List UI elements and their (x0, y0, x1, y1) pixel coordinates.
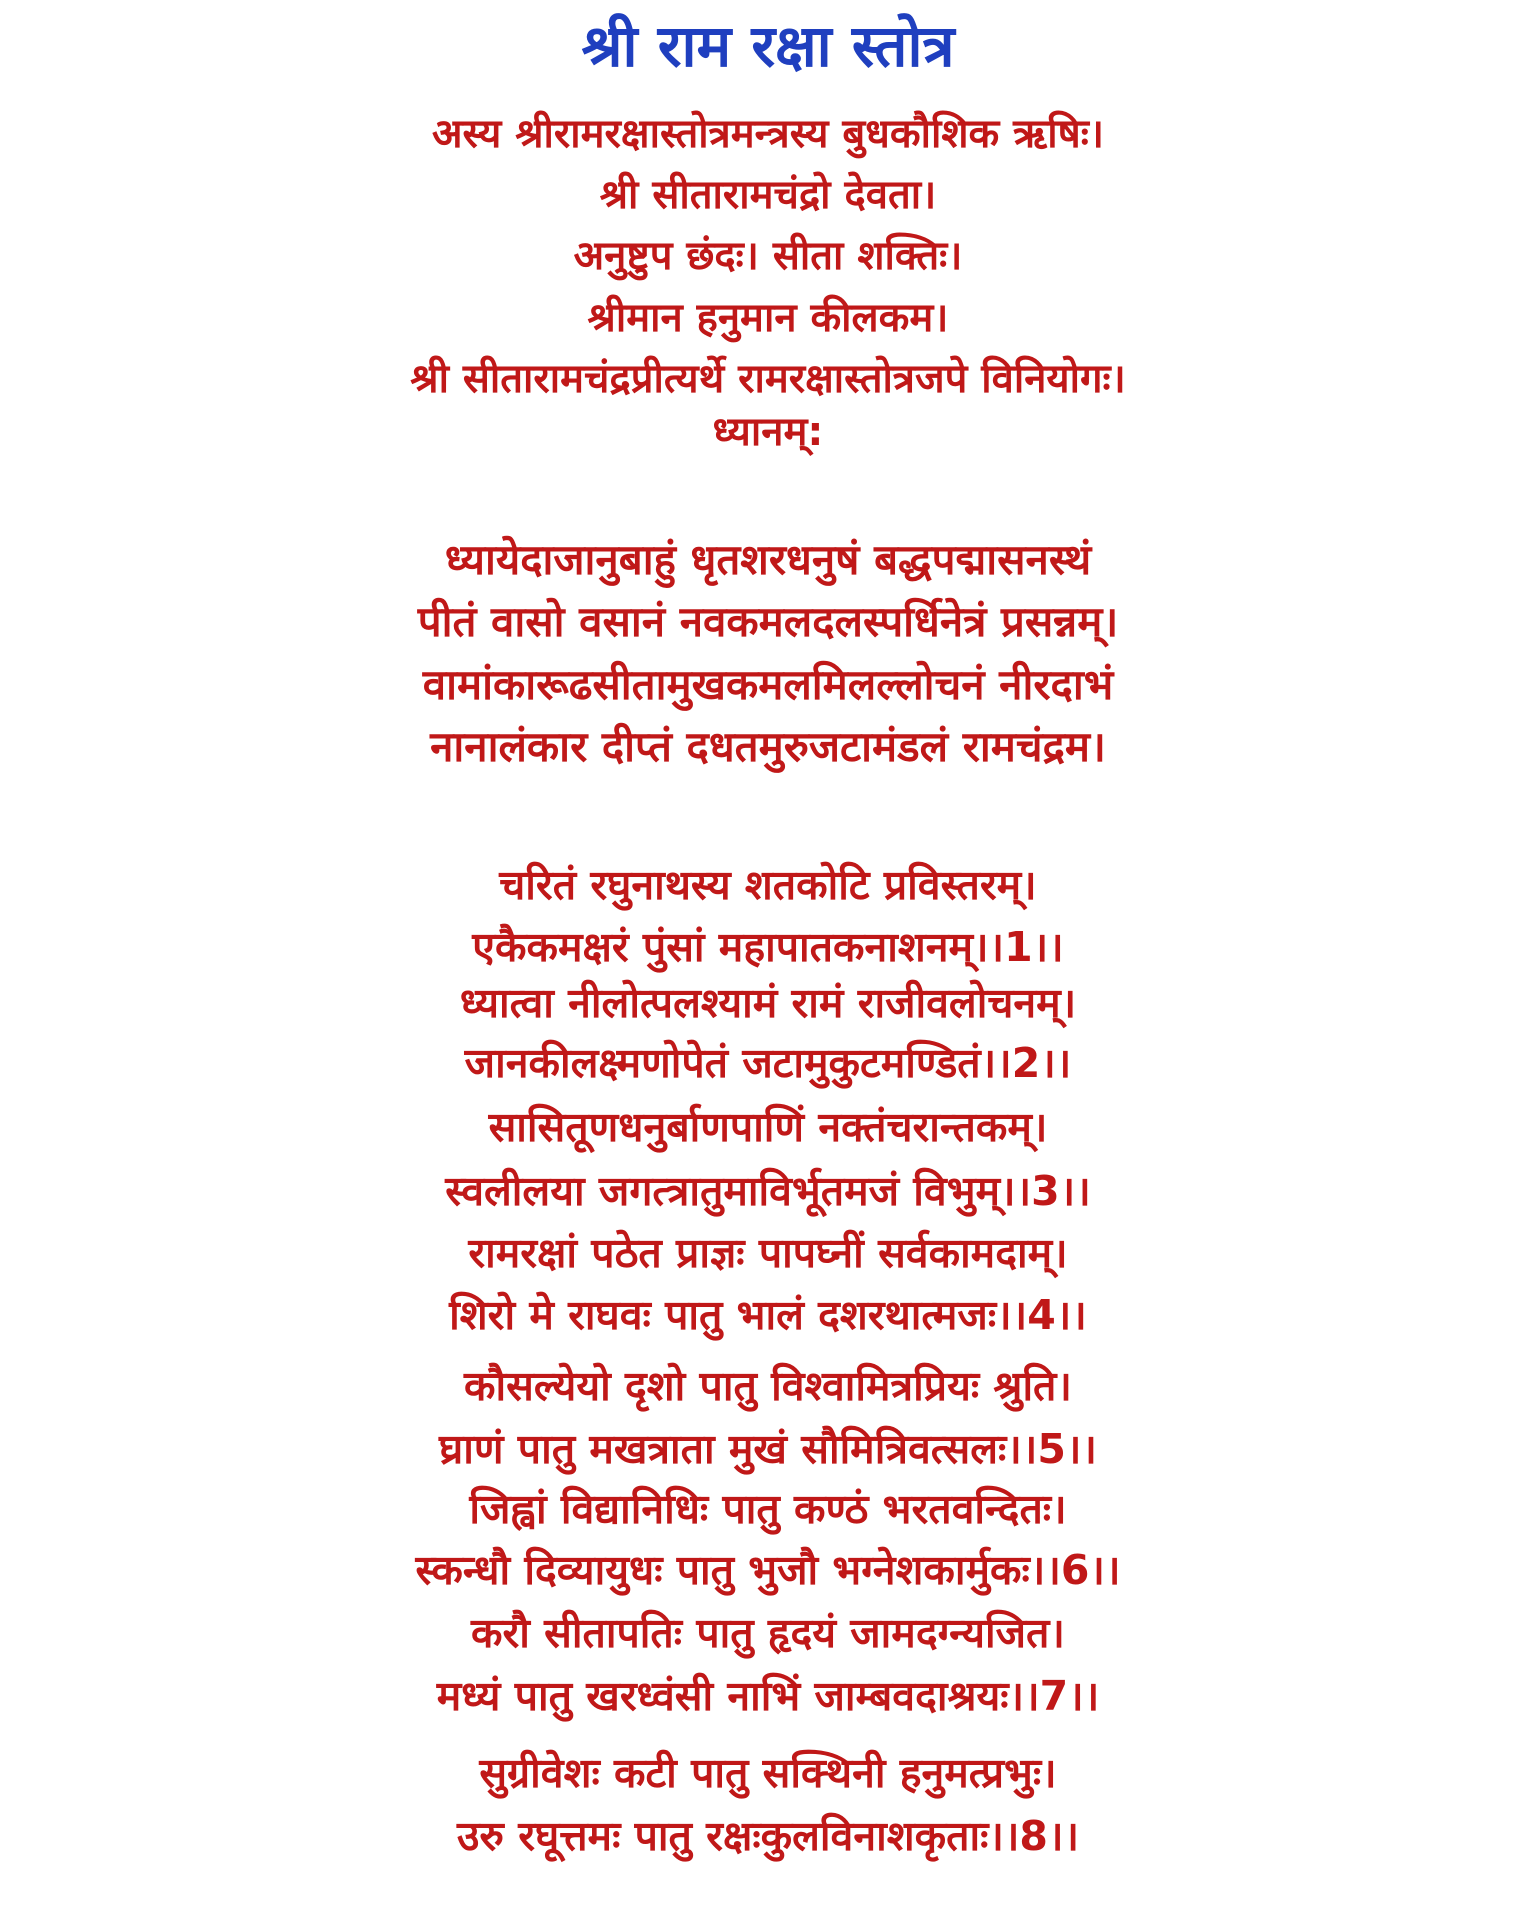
verse-line-15: सुग्रीवेशः कटी पातु सक्थिनी हनुमत्प्रभुः। (479, 1749, 1057, 1797)
dhyanam-line-3: वामांकारूढसीतामुखकमलमिलल्लोचनं नीरदाभं (422, 660, 1114, 709)
verse-line-12: स्कन्धौ दिव्यायुधः पातु भुजौ भग्नेशकार्मुकः।।6।। (415, 1546, 1121, 1594)
verse-line-5: सासितूणधनुर्बाणपाणिं नक्तंचरान्तकम्। (488, 1103, 1048, 1151)
dhyanam-line-4: नानालंकार दीप्तं दधतमुरुजटामंडलं रामचंद्रम। (430, 722, 1106, 771)
intro-line-1: अस्य श्रीरामरक्षास्तोत्रमन्त्रस्य बुधकौशिक ऋषिः। (431, 111, 1105, 157)
verse-line-2: एकैकमक्षरं पुंसां महापातकनाशनम्।।1।। (472, 923, 1064, 971)
verse-line-3: ध्यात्वा नीलोत्पलश्यामं रामं राजीवलोचनम्। (459, 979, 1077, 1027)
intro-line-4: श्रीमान हनुमान कीलकम। (587, 295, 949, 341)
dhyanam-line-1: ध्यायेदाजानुबाहुं धृतशरधनुषं बद्धपद्मासनस्थं (444, 535, 1092, 584)
verse-line-9: कौसल्येयो दृशो पातु विश्वामित्रप्रियः श्रुति। (464, 1362, 1072, 1410)
intro-line-2: श्री सीतारामचंद्रो देवता। (599, 172, 937, 218)
intro-line-5: श्री सीतारामचंद्रप्रीत्यर्थे रामरक्षास्तोत्रजपे विनियोगः। (410, 356, 1126, 402)
page-title: श्री राम रक्षा स्तोत्र (581, 12, 955, 80)
verse-line-8: शिरो मे राघवः पातु भालं दशरथात्मजः।।4।। (449, 1291, 1087, 1339)
dhyanam-heading: ध्यानम्: (712, 409, 824, 455)
dhyanam-line-2: पीतं वासो वसानं नवकमलदलस्पर्धिनेत्रं प्रसन्नम्। (417, 597, 1119, 646)
verse-line-11: जिह्वां विद्यानिधिः पातु कण्ठं भरतवन्दितः। (469, 1485, 1067, 1533)
verse-line-1: चरितं रघुनाथस्य शतकोटि प्रविस्तरम्। (499, 861, 1037, 909)
verse-line-16: उरु रघूत्तमः पातु रक्षःकुलविनाशकृताः।।8।। (456, 1812, 1080, 1860)
intro-line-3: अनुष्टुप छंदः। सीता शक्तिः। (573, 233, 963, 279)
verse-line-13: करौ सीतापतिः पातु हृदयं जामदग्न्यजित। (471, 1609, 1065, 1657)
verse-line-7: रामरक्षां पठेत प्राज्ञः पापघ्नीं सर्वकामदाम्। (468, 1229, 1068, 1277)
verse-line-10: घ्राणं पातु मखत्राता मुखं सौमित्रिवत्सलः।।5।। (439, 1425, 1097, 1473)
verse-line-4: जानकीलक्ष्मणोपेतं जटामुकुटमण्डितं।।2।। (464, 1039, 1072, 1087)
verse-line-6: स्वलीलया जगत्त्रातुमाविर्भूतमजं विभुम्।।3।। (445, 1167, 1091, 1215)
verse-line-14: मध्यं पातु खरध्वंसी नाभिं जाम्बवदाश्रयः।।7।। (436, 1672, 1100, 1720)
